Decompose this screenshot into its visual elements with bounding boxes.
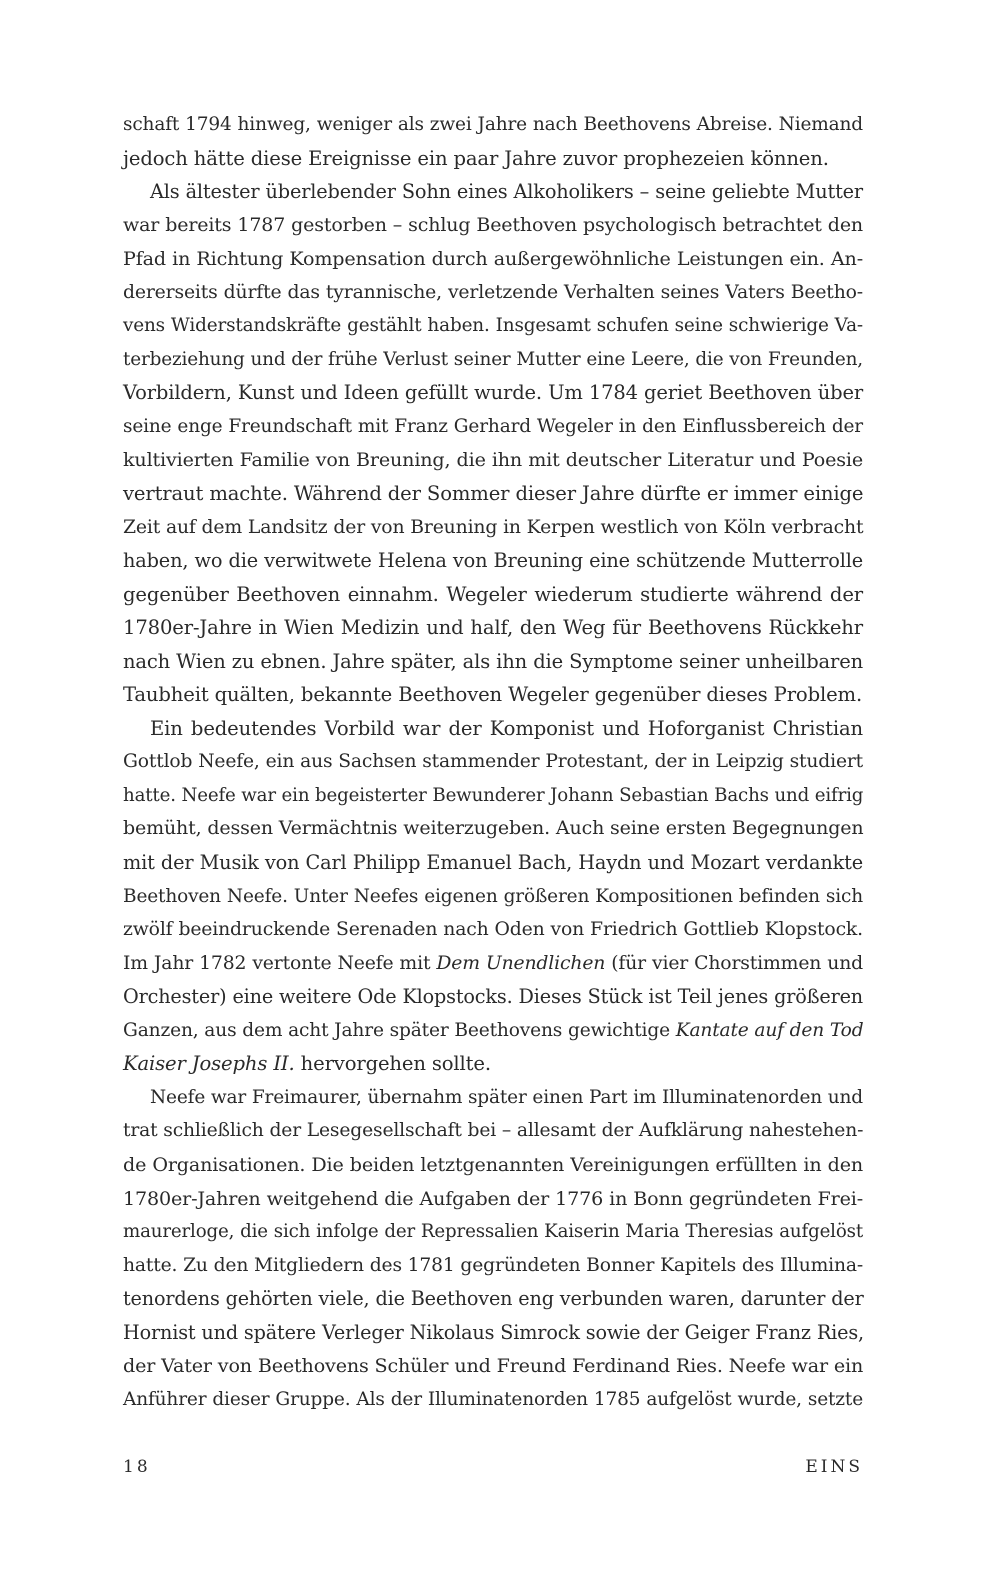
text-line: dererseits dürfte das tyrannische, verletzende Verhalten seines Vaters Beetho- — [123, 281, 863, 303]
text-line: zwölf beeindruckende Serenaden nach Oden von Friedrich Gottlieb Klopstock. — [123, 919, 863, 941]
text-line: schaft 1794 hinweg, weniger als zwei Jahre nach Beethovens Abreise. Niemand — [123, 114, 863, 135]
text-line: Als ältester überlebender Sohn eines Alkoholikers – seine geliebte Mutter — [150, 180, 863, 204]
text-line: tenordens gehörten viele, die Beethoven eng verbunden waren, darunter der — [123, 1287, 864, 1311]
text-line: Gottlob Neefe, ein aus Sachsen stammender Protestant, der in Leipzig studiert — [123, 751, 863, 773]
text-line: bemüht, dessen Vermächtnis weiterzugeben. Auch seine ersten Begegnungen — [123, 817, 864, 840]
text-run: (für vier Chorstimmen und — [605, 952, 864, 974]
text-line: 1780er-Jahre in Wien Medizin und half, den Weg für Beethovens Rückkehr — [123, 616, 863, 640]
body-text — [123, 108, 863, 1416]
italic-title: Kaiser Josephs II. — [123, 1052, 295, 1076]
text-line — [123, 947, 863, 981]
text-run: Ganzen, aus dem acht Jahre später Beethovens gewichtige — [123, 1019, 676, 1041]
text-line: Ein bedeutendes Vorbild war der Komponist und Hoforganist Christian — [150, 716, 863, 740]
text-line: seine enge Freundschaft mit Franz Gerhard Wegeler in den Einflussbereich der — [123, 415, 863, 437]
text-line: nach Wien zu ebnen. Jahre später, als ihn die Symptome seiner unheilbaren — [123, 649, 863, 673]
italic-title: Kantate auf den Tod — [675, 1019, 864, 1041]
text-line — [123, 1047, 863, 1081]
text-line: trat schließlich der Lesegesellschaft bei – allesamt der Aufklärung nahestehen- — [123, 1120, 864, 1142]
running-head: EINS — [805, 1457, 863, 1477]
italic-title: Dem Unendlichen — [436, 952, 606, 974]
text-line: hatte. Neefe war ein begeisterter Bewunderer Johann Sebastian Bachs und eifrig — [123, 784, 864, 806]
text-line: der Vater von Beethovens Schüler und Freund Ferdinand Ries. Neefe war ein — [123, 1354, 864, 1378]
text-run: Im Jahr 1782 vertonte Neefe mit — [123, 952, 437, 974]
text-line: haben, wo die verwitwete Helena von Breuning eine schützende Mutterrolle — [123, 549, 863, 573]
text-line: Neefe war Freimaurer, übernahm später einen Part im Illuminatenorden und — [150, 1086, 863, 1108]
text-line: Anführer dieser Gruppe. Als der Illuminatenorden 1785 aufgelöst wurde, setzte — [123, 1388, 863, 1410]
page-number: 18 — [123, 1457, 151, 1477]
text-line: hatte. Zu den Mitgliedern des 1781 gegründeten Bonner Kapitels des Illumina- — [123, 1254, 864, 1276]
text-line: gegenüber Beethoven einnahm. Wegeler wiederum studierte während der — [123, 582, 863, 606]
text-line: Taubheit quälten, bekannte Beethoven Wegeler gegenüber dieses Problem. — [123, 683, 863, 707]
text-line: Hornist und spätere Verleger Nikolaus Simrock sowie der Geiger Franz Ries, — [123, 1320, 864, 1344]
text-line — [123, 1014, 863, 1048]
text-line: Orchester) eine weitere Ode Klopstocks. Dieses Stück ist Teil jenes größeren — [123, 985, 863, 1009]
text-line: Beethoven Neefe. Unter Neefes eigenen größeren Kompositionen befinden sich — [123, 885, 863, 907]
text-line: vens Widerstandskräfte gestählt haben. Insgesamt schufen seine schwierige Va- — [123, 315, 863, 337]
text-line: Pfad in Richtung Kompensation durch außergewöhnliche Leistungen ein. An- — [123, 247, 863, 271]
text-line: maurerloge, die sich infolge der Repressalien Kaiserin Maria Theresias aufgelöst — [123, 1221, 863, 1243]
text-line: mit der Musik von Carl Philipp Emanuel Bach, Haydn und Mozart verdankte — [123, 851, 863, 875]
text-line: 1780er-Jahren weitgehend die Aufgaben der 1776 in Bonn gegründeten Frei- — [123, 1186, 863, 1210]
text-run: hervorgehen sollte. — [294, 1052, 491, 1076]
text-line: war bereits 1787 gestorben – schlug Beethoven psychologisch betrachtet den — [123, 213, 863, 236]
text-line: terbeziehung und der frühe Verlust seiner Mutter eine Leere, die von Freunden, — [123, 348, 863, 370]
text-line: jedoch hätte diese Ereignisse ein paar Jahre zuvor prophezeien können. — [123, 146, 829, 170]
text-line: Zeit auf dem Landsitz der von Breuning in Kerpen westlich von Köln verbracht — [123, 516, 864, 538]
text-line: kultivierten Familie von Breuning, die ihn mit deutscher Literatur und Poesie — [123, 448, 863, 472]
text-line: de Organisationen. Die beiden letztgenannten Vereinigungen erfüllten in den — [123, 1152, 863, 1176]
text-line: vertraut machte. Während der Sommer dieser Jahre dürfte er immer einige — [123, 482, 864, 506]
page-footer — [123, 1457, 863, 1481]
text-line: Vorbildern, Kunst und Ideen gefüllt wurde. Um 1784 geriet Beethoven über — [123, 381, 863, 405]
